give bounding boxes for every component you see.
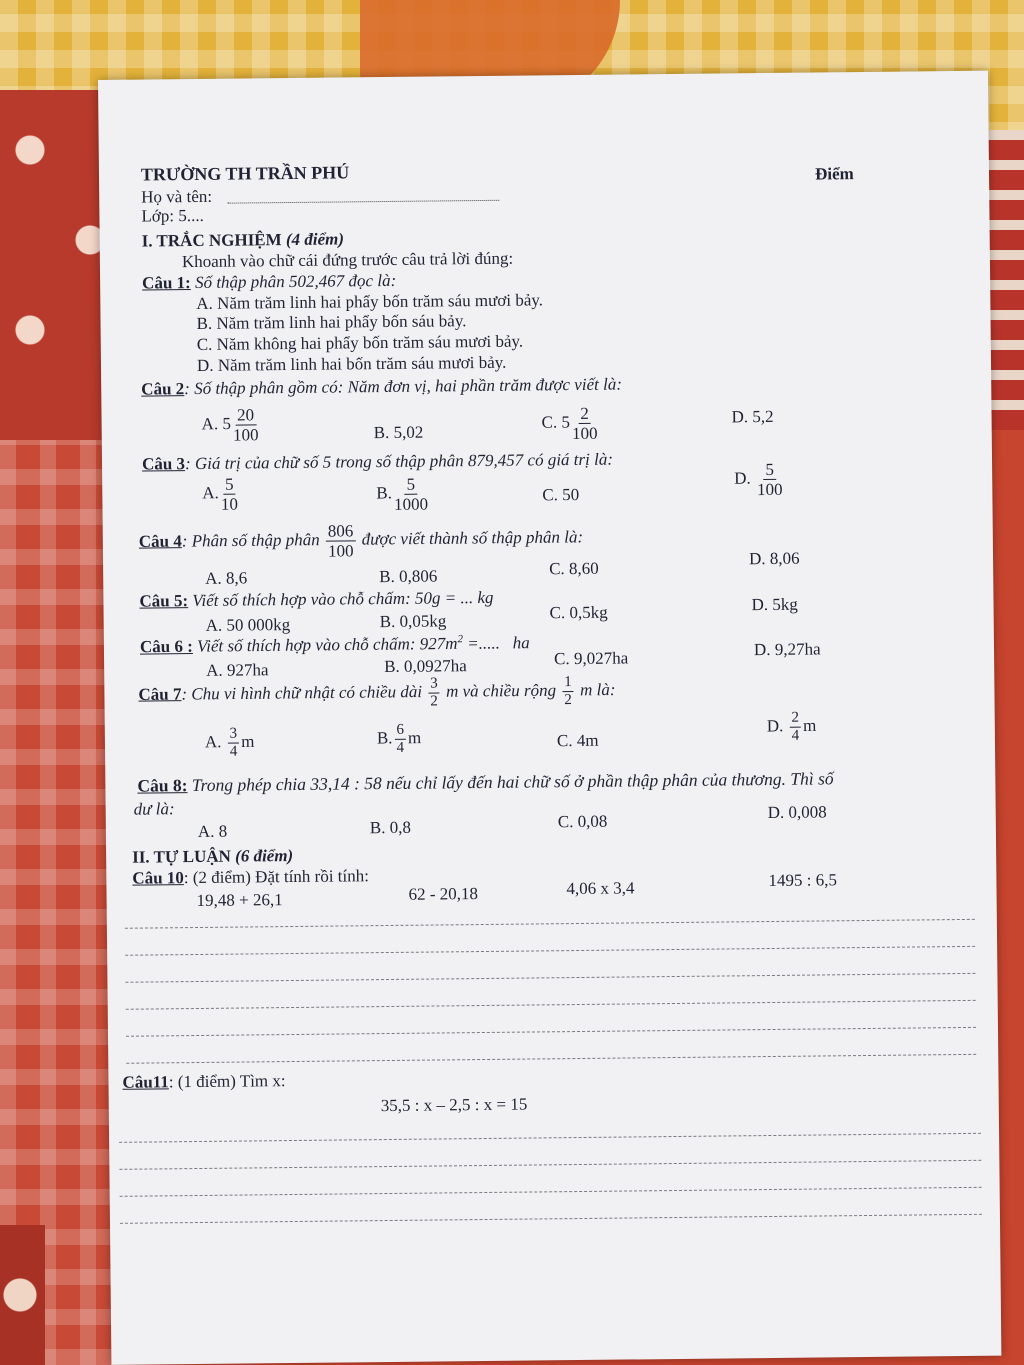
answer-line bbox=[126, 1000, 976, 1010]
equation: 35,5 : x – 2,5 : x = 15 bbox=[380, 1094, 528, 1116]
numerator: 6 bbox=[394, 723, 406, 740]
q5-option-d: D. 5kg bbox=[751, 594, 798, 615]
denominator: 2 bbox=[564, 692, 572, 709]
question-label: Câu 2 bbox=[141, 379, 185, 399]
question-text: : Giá trị của chữ số 5 trong số thập phân 879,457 có giá trị là: bbox=[184, 449, 614, 474]
denominator: 100 bbox=[571, 423, 598, 444]
denominator: 4 bbox=[396, 739, 405, 756]
question-2 bbox=[141, 375, 622, 400]
question-label: Câu 1: bbox=[142, 273, 191, 293]
q6-option-b: B. 0,0927ha bbox=[384, 656, 467, 677]
fraction bbox=[757, 461, 783, 498]
q2-option-a bbox=[201, 406, 260, 444]
denominator: 2 bbox=[430, 693, 438, 710]
part2-title: II. TỰ LUẬN bbox=[132, 846, 231, 867]
expression-3: 4,06 x 3,4 bbox=[566, 878, 635, 899]
q4-option-c: C. 8,60 bbox=[549, 558, 599, 579]
option-prefix: C. 5 bbox=[541, 412, 571, 432]
q6-option-c: C. 9,027ha bbox=[553, 648, 629, 669]
question-text: : Chu vi hình chữ nhật có chiều dài bbox=[181, 682, 423, 704]
expression-2: 62 - 20,18 bbox=[408, 884, 479, 904]
question-8-continued: dư là: bbox=[133, 799, 175, 819]
fraction bbox=[789, 711, 801, 744]
fraction bbox=[228, 727, 240, 760]
class-label: Lớp: 5.... bbox=[141, 205, 204, 226]
denominator: 100 bbox=[232, 425, 259, 445]
q3-option-b bbox=[376, 476, 430, 514]
answer-line bbox=[120, 1187, 982, 1197]
option-prefix: D. bbox=[766, 716, 784, 736]
answer-line bbox=[119, 1160, 981, 1170]
q8-option-a: A. 8 bbox=[197, 821, 228, 841]
q1-option-a: A. Năm trăm linh hai phẩy bốn trăm sáu mươi bảy. bbox=[196, 290, 544, 313]
fraction bbox=[572, 405, 598, 442]
numerator: 3 bbox=[428, 676, 440, 693]
question-label: Câu 5: bbox=[139, 591, 189, 611]
answer-line bbox=[125, 973, 975, 983]
question-6 bbox=[140, 633, 530, 658]
question-4 bbox=[139, 520, 584, 562]
question-text: : Phân số thập phân bbox=[181, 530, 320, 551]
fraction bbox=[394, 476, 428, 513]
denominator: 1000 bbox=[393, 494, 429, 514]
question-11 bbox=[122, 1071, 285, 1093]
answer-line bbox=[120, 1214, 982, 1224]
question-label: Câu 4 bbox=[138, 531, 182, 552]
q2-option-b: B. 5,02 bbox=[373, 422, 424, 443]
numerator: 3 bbox=[228, 727, 240, 744]
part1-points: (4 điểm) bbox=[285, 229, 345, 250]
question-text: Viết số thích hợp vào chỗ chấm: 50g = ... kg bbox=[192, 587, 494, 611]
fraction bbox=[221, 476, 238, 513]
question-1 bbox=[142, 271, 396, 294]
unit: m bbox=[407, 728, 422, 748]
question-text-after: được viết thành số thập phân là: bbox=[361, 527, 584, 549]
numerator: 2 bbox=[578, 405, 591, 424]
part1-instruction: Khoanh vào chữ cái đứng trước câu trả lời đúng: bbox=[181, 248, 514, 272]
q8-option-b: B. 0,8 bbox=[369, 817, 412, 838]
q8-option-d: D. 0,008 bbox=[767, 802, 827, 823]
q7-option-b bbox=[377, 723, 422, 756]
option-prefix: B. bbox=[376, 728, 393, 748]
q3-option-c: C. 50 bbox=[542, 484, 580, 505]
question-label: Câu11 bbox=[122, 1072, 169, 1092]
denominator: 4 bbox=[791, 727, 800, 744]
question-label: Câu 8: bbox=[137, 775, 188, 796]
numerator: 5 bbox=[223, 476, 236, 495]
numerator: 2 bbox=[789, 711, 801, 728]
question-text-after: m là: bbox=[579, 680, 616, 700]
option-prefix: D. bbox=[734, 468, 751, 488]
expression-4: 1495 : 6,5 bbox=[768, 870, 837, 891]
exam-paper bbox=[98, 71, 1001, 1365]
fraction bbox=[562, 675, 574, 708]
option-prefix: A. bbox=[204, 732, 222, 752]
denominator: 100 bbox=[327, 541, 354, 561]
q2-option-c bbox=[541, 405, 599, 443]
question-text-after: =..... ha bbox=[462, 633, 530, 653]
q7-option-d bbox=[767, 711, 817, 745]
q1-option-b: B. Năm trăm linh hai phẩy bốn sáu bảy. bbox=[196, 311, 467, 333]
school-name: TRƯỜNG TH TRẦN PHÚ bbox=[140, 162, 350, 185]
name-label: Họ và tên: bbox=[141, 186, 213, 207]
unit: m bbox=[241, 731, 255, 751]
q5-option-a: A. 50 000kg bbox=[205, 615, 291, 635]
question-label: Câu 6 : bbox=[139, 636, 193, 657]
answer-line bbox=[126, 1027, 976, 1037]
part1-heading bbox=[142, 229, 344, 251]
numerator: 806 bbox=[326, 522, 356, 541]
answer-line bbox=[126, 1054, 976, 1064]
q1-option-c: C. Năm không hai phẩy bốn trăm sáu mươi bảy. bbox=[196, 331, 524, 354]
numerator: 20 bbox=[235, 406, 256, 425]
question-text: Số thập phân 502,467 đọc là: bbox=[194, 270, 397, 292]
denominator: 10 bbox=[220, 494, 239, 514]
q5-option-b: B. 0,05kg bbox=[379, 611, 447, 632]
q3-option-d bbox=[734, 461, 785, 499]
question-text: Trong phép chia 33,14 : 58 nếu chỉ lấy đến hai chữ số ở phần thập phân của thương. Thì số bbox=[191, 768, 834, 796]
answer-line bbox=[119, 1133, 981, 1143]
numerator: 5 bbox=[763, 461, 776, 480]
question-8 bbox=[137, 768, 833, 796]
question-text: Viết số thích hợp vào chỗ chấm: 927m bbox=[196, 633, 458, 656]
q4-option-d: D. 8,06 bbox=[748, 548, 800, 569]
question-3 bbox=[142, 450, 613, 475]
numerator: 5 bbox=[405, 476, 418, 495]
fraction bbox=[428, 676, 440, 709]
q4-option-b: B. 0,806 bbox=[379, 566, 438, 587]
q6-option-a: A. 927ha bbox=[206, 660, 269, 680]
q7-option-c: C. 4m bbox=[556, 730, 599, 751]
score-label: Điểm bbox=[814, 164, 854, 184]
numerator: 1 bbox=[562, 675, 574, 692]
question-text: : (2 điểm) Đặt tính rồi tính: bbox=[183, 866, 370, 888]
unit: m bbox=[802, 715, 817, 736]
floral-ornament bbox=[0, 1225, 45, 1365]
part2-heading bbox=[132, 846, 293, 868]
fraction bbox=[394, 723, 406, 756]
option-prefix: B. bbox=[376, 483, 393, 503]
superscript: 2 bbox=[457, 633, 464, 646]
option-prefix: A. bbox=[202, 483, 219, 503]
question-label: Câu 7 bbox=[138, 684, 182, 705]
question-text-mid: m và chiều rộng bbox=[445, 680, 557, 701]
expression-1: 19,48 + 26,1 bbox=[196, 890, 283, 911]
question-label: Câu 10 bbox=[132, 868, 184, 888]
fraction bbox=[326, 522, 356, 559]
q6-option-d: D. 9,27ha bbox=[753, 639, 821, 660]
denominator: 4 bbox=[229, 743, 238, 760]
q3-option-a bbox=[202, 476, 240, 513]
q8-option-c: C. 0,08 bbox=[557, 811, 608, 832]
answer-line bbox=[125, 919, 975, 929]
denominator: 100 bbox=[757, 479, 783, 500]
option-prefix: A. 5 bbox=[201, 414, 231, 434]
q5-option-c: C. 0,5kg bbox=[549, 602, 608, 623]
question-text: : Số thập phân gồm có: Năm đơn vị, hai phần trăm được viết là: bbox=[184, 374, 623, 399]
q4-option-a: A. 8,6 bbox=[205, 568, 248, 588]
name-blank bbox=[227, 200, 499, 204]
q7-option-a bbox=[205, 726, 255, 760]
part2-points: (6 điểm) bbox=[235, 845, 294, 866]
question-label: Câu 3 bbox=[141, 454, 186, 474]
part1-title: I. TRẮC NGHIỆM bbox=[141, 230, 282, 251]
question-10 bbox=[132, 866, 369, 888]
question-7 bbox=[138, 675, 615, 713]
q1-option-d: D. Năm trăm linh hai bốn trăm sáu mươi bảy. bbox=[196, 352, 507, 375]
fraction bbox=[233, 406, 259, 443]
question-text: : (1 điểm) Tìm x: bbox=[168, 1071, 286, 1092]
question-5 bbox=[139, 588, 493, 612]
q2-option-d: D. 5,2 bbox=[731, 406, 774, 427]
answer-line bbox=[125, 946, 975, 956]
